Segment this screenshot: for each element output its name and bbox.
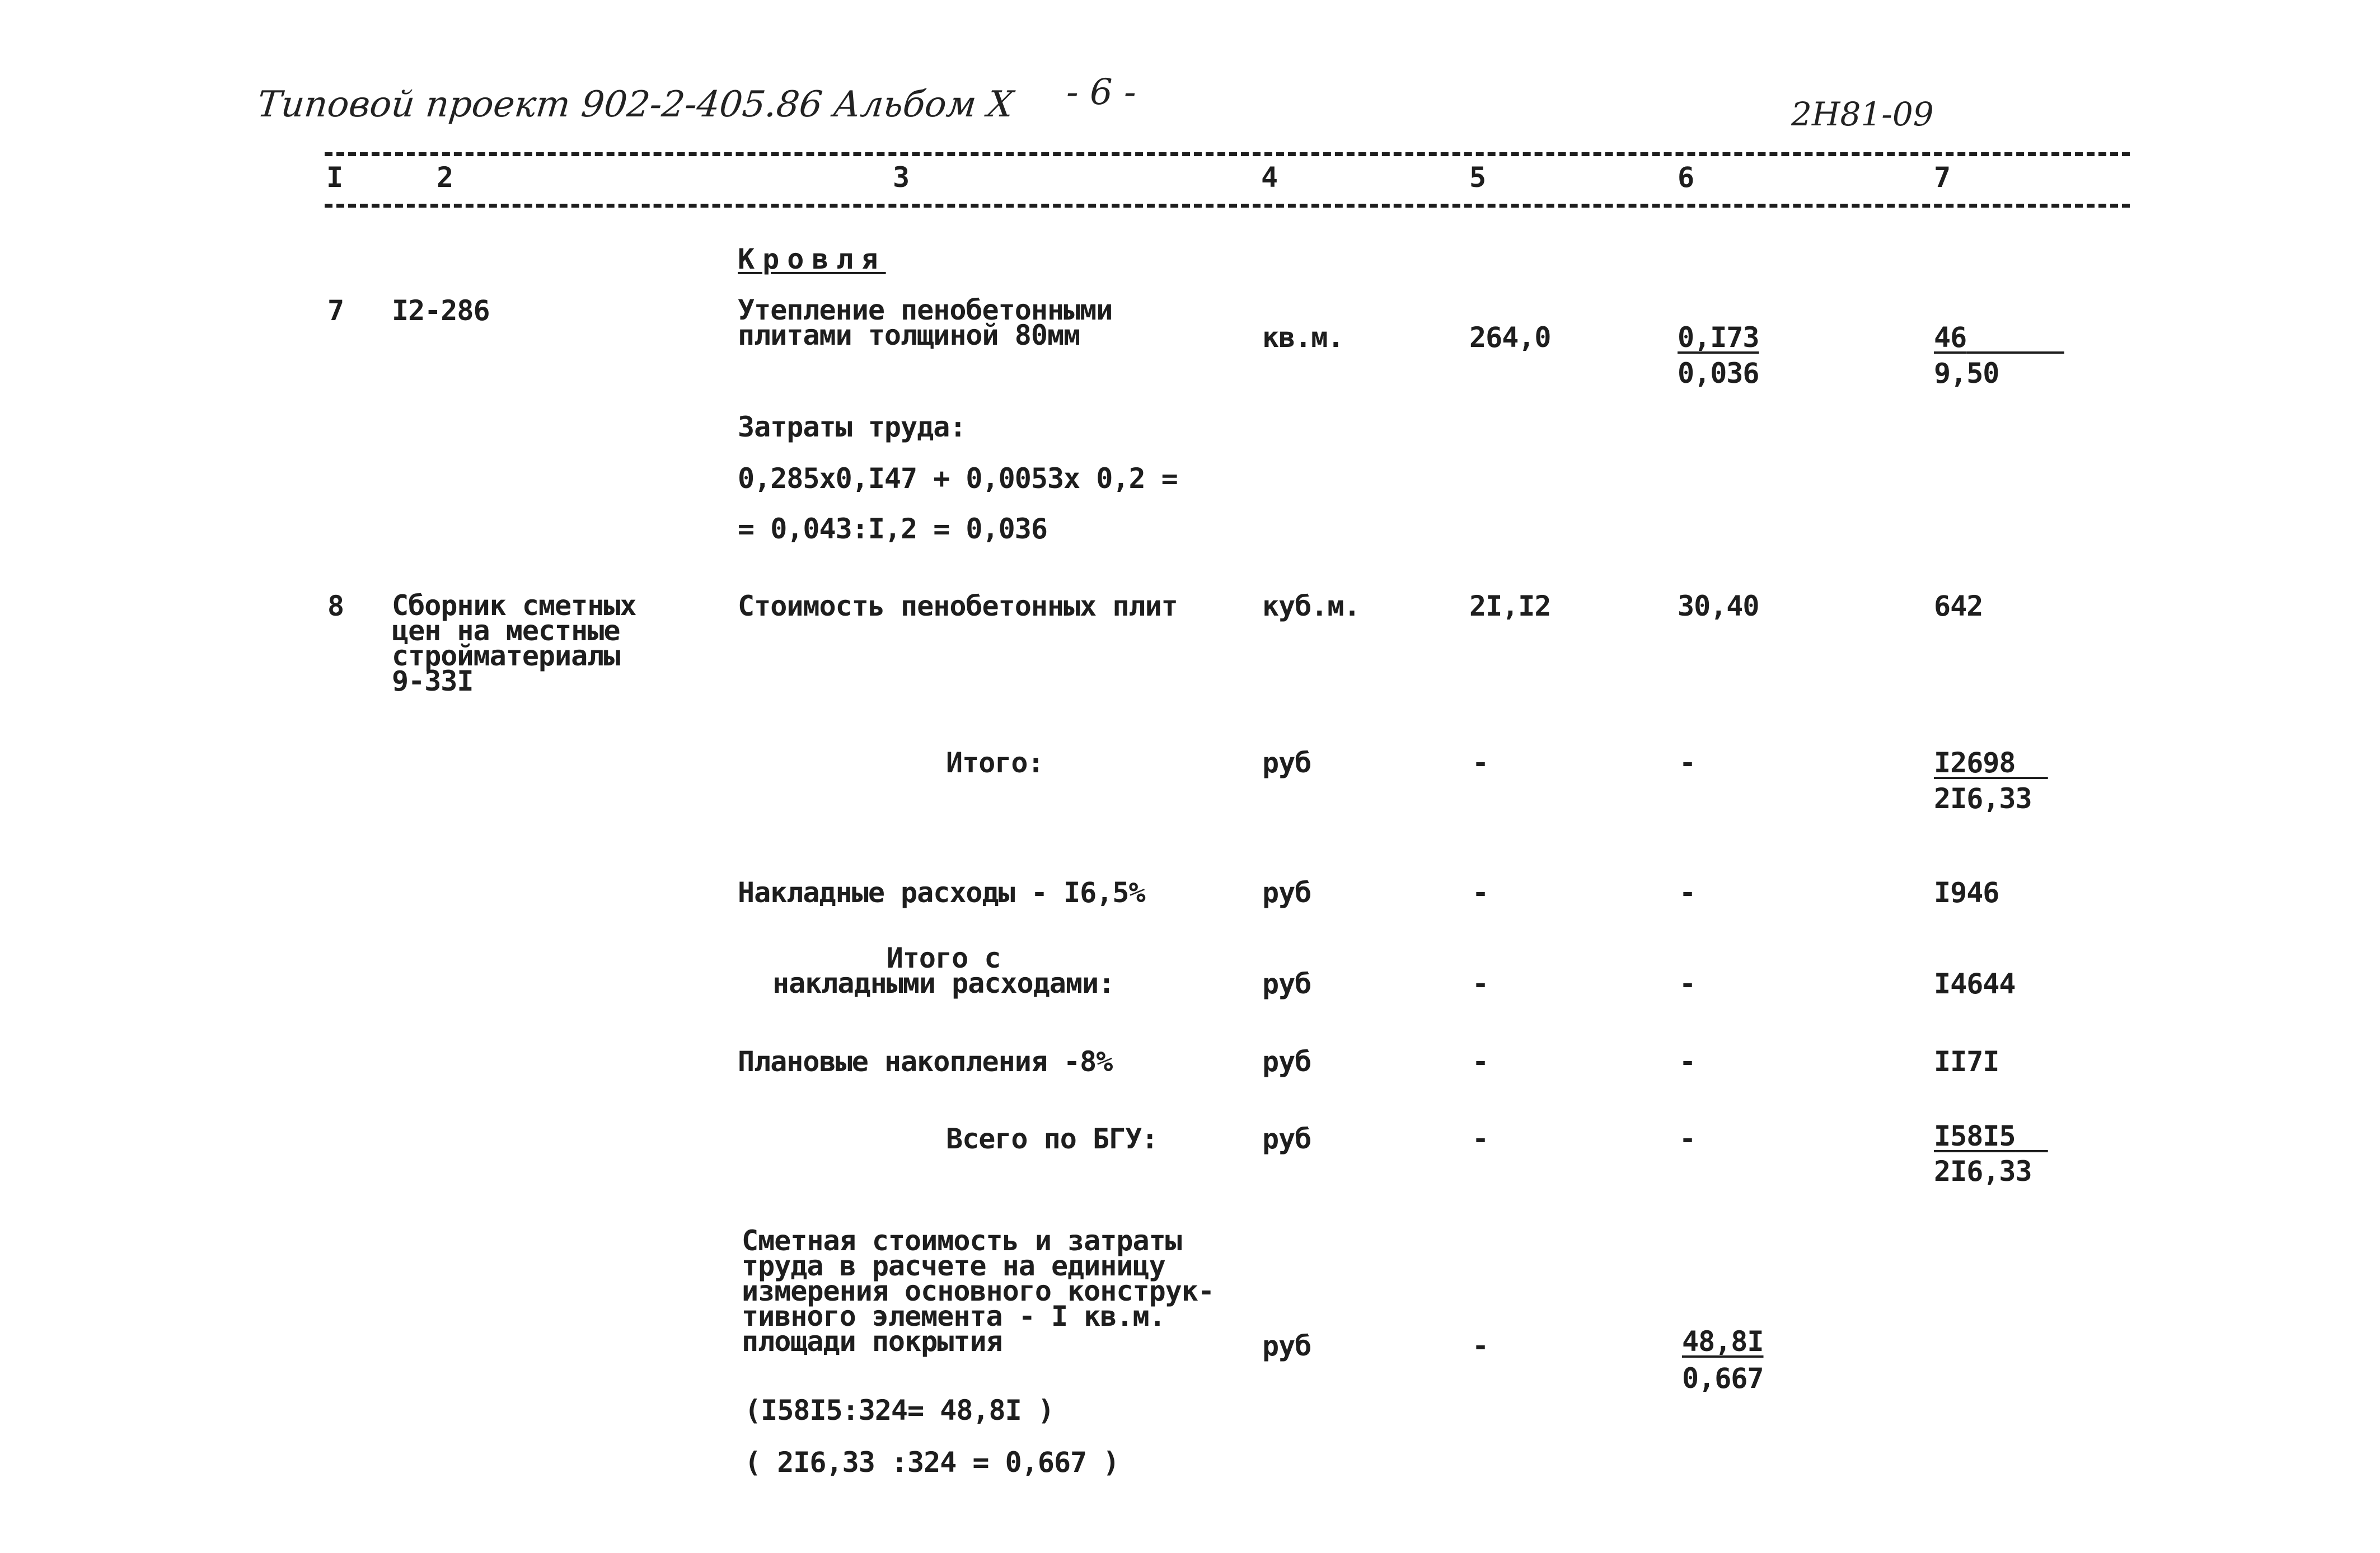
grand-col5: - bbox=[1472, 1123, 1489, 1155]
unit-cost-calc-1: (I58I5:324= 48,8I ) bbox=[744, 1394, 1054, 1427]
col-header-2: 2 bbox=[437, 161, 454, 194]
unit-cost-col5: - bbox=[1472, 1330, 1489, 1362]
section-title: Кровля bbox=[738, 243, 886, 275]
unit-cost-unit: руб bbox=[1262, 1330, 1311, 1362]
overhead-label: Накладные расходы - I6,5% bbox=[738, 876, 1145, 909]
grand-unit: руб bbox=[1262, 1123, 1311, 1155]
col-header-1: I bbox=[326, 161, 344, 194]
row-8-source: Сборник сметных цен на местные стройматериалы 9-33I bbox=[392, 589, 636, 697]
itogo-overhead-total: I4644 bbox=[1934, 968, 2016, 1000]
unit-cost-calc-2: ( 2I6,33 :324 = 0,667 ) bbox=[744, 1446, 1119, 1479]
row-7-code: I2-286 bbox=[392, 294, 490, 327]
col-header-4: 4 bbox=[1261, 161, 1278, 194]
row-8-total: 642 bbox=[1934, 590, 1983, 622]
row-7-total-bottom: 9,50 bbox=[1934, 357, 1999, 390]
row-8-unit: куб.м. bbox=[1262, 590, 1360, 622]
savings-total: II7I bbox=[1934, 1045, 1999, 1078]
col-header-6: 6 bbox=[1678, 161, 1695, 194]
overhead-col5: - bbox=[1472, 876, 1489, 909]
row-8-number: 8 bbox=[327, 590, 344, 622]
itogo-total-top-text: I2698 bbox=[1934, 747, 2016, 779]
row-7-price-bottom: 0,036 bbox=[1678, 357, 1759, 390]
row-8-price: 30,40 bbox=[1678, 590, 1759, 622]
itogo-col6: - bbox=[1679, 747, 1696, 779]
grand-total-bottom: 2I6,33 bbox=[1934, 1155, 2032, 1188]
row-7-unit: кв.м. bbox=[1262, 321, 1344, 354]
itogo-label: Итого: bbox=[946, 747, 1044, 779]
col-header-5: 5 bbox=[1469, 161, 1487, 194]
itogo-unit: руб bbox=[1262, 747, 1311, 779]
row-7-description: Утепление пенобетонными плитами толщиной 80мм bbox=[738, 294, 1113, 351]
itogo-col5: - bbox=[1472, 747, 1489, 779]
savings-col5: - bbox=[1472, 1045, 1489, 1078]
row-7-number: 7 bbox=[327, 294, 344, 327]
row-8-description: Стоимость пенобетонных плит bbox=[738, 590, 1178, 622]
labor-line-2: = 0,043:I,2 = 0,036 bbox=[738, 513, 1047, 545]
project-title: Типовой проект 902-2-405.86 Альбом X bbox=[255, 84, 1015, 125]
itogo-overhead-label: Итого с накладными расходами: bbox=[772, 942, 1115, 1000]
row-7-total-top bbox=[1934, 321, 2064, 354]
itogo-overhead-col6: - bbox=[1679, 968, 1696, 1000]
row-7-quantity: 264,0 bbox=[1469, 321, 1551, 354]
overhead-col6: - bbox=[1679, 876, 1696, 909]
labor-title: Затраты труда: bbox=[738, 411, 966, 443]
document-code: 2Н81-09 bbox=[1791, 95, 1934, 133]
itogo-total-top bbox=[1934, 749, 2048, 777]
unit-cost-value-top: 48,8I bbox=[1682, 1325, 1764, 1358]
savings-unit: руб bbox=[1262, 1045, 1311, 1078]
grand-total-top bbox=[1934, 1122, 2048, 1150]
row-8-quantity: 2I,I2 bbox=[1469, 590, 1551, 622]
row-7-total-top-text: 46 bbox=[1934, 321, 1967, 354]
header-rule-bottom bbox=[325, 204, 2130, 208]
savings-col6: - bbox=[1679, 1045, 1696, 1078]
unit-cost-value-bottom: 0,667 bbox=[1682, 1362, 1764, 1395]
header-rule-top bbox=[325, 152, 2130, 156]
overhead-total: I946 bbox=[1934, 876, 1999, 909]
labor-line-1: 0,285х0,I47 + 0,0053х 0,2 = bbox=[738, 462, 1178, 495]
unit-cost-label: Сметная стоимость и затраты труда в расчете на единицу измерения основного конструк- тивного элемента - I кв.м. площади покрытия bbox=[742, 1224, 1214, 1358]
grand-total-top-text: I58I5 bbox=[1934, 1120, 2016, 1152]
col-header-7: 7 bbox=[1934, 161, 1951, 194]
grand-label: Всего по БГУ: bbox=[946, 1123, 1158, 1155]
grand-col6: - bbox=[1679, 1123, 1696, 1155]
savings-label: Плановые накопления -8% bbox=[738, 1045, 1113, 1078]
page-number: - 6 - bbox=[1066, 72, 1136, 113]
row-7-price-top: 0,I73 bbox=[1678, 321, 1759, 354]
itogo-overhead-unit: руб bbox=[1262, 968, 1311, 1000]
col-header-3: 3 bbox=[893, 161, 910, 194]
itogo-overhead-col5: - bbox=[1472, 968, 1489, 1000]
itogo-total-bottom: 2I6,33 bbox=[1934, 782, 2032, 815]
overhead-unit: руб bbox=[1262, 876, 1311, 909]
